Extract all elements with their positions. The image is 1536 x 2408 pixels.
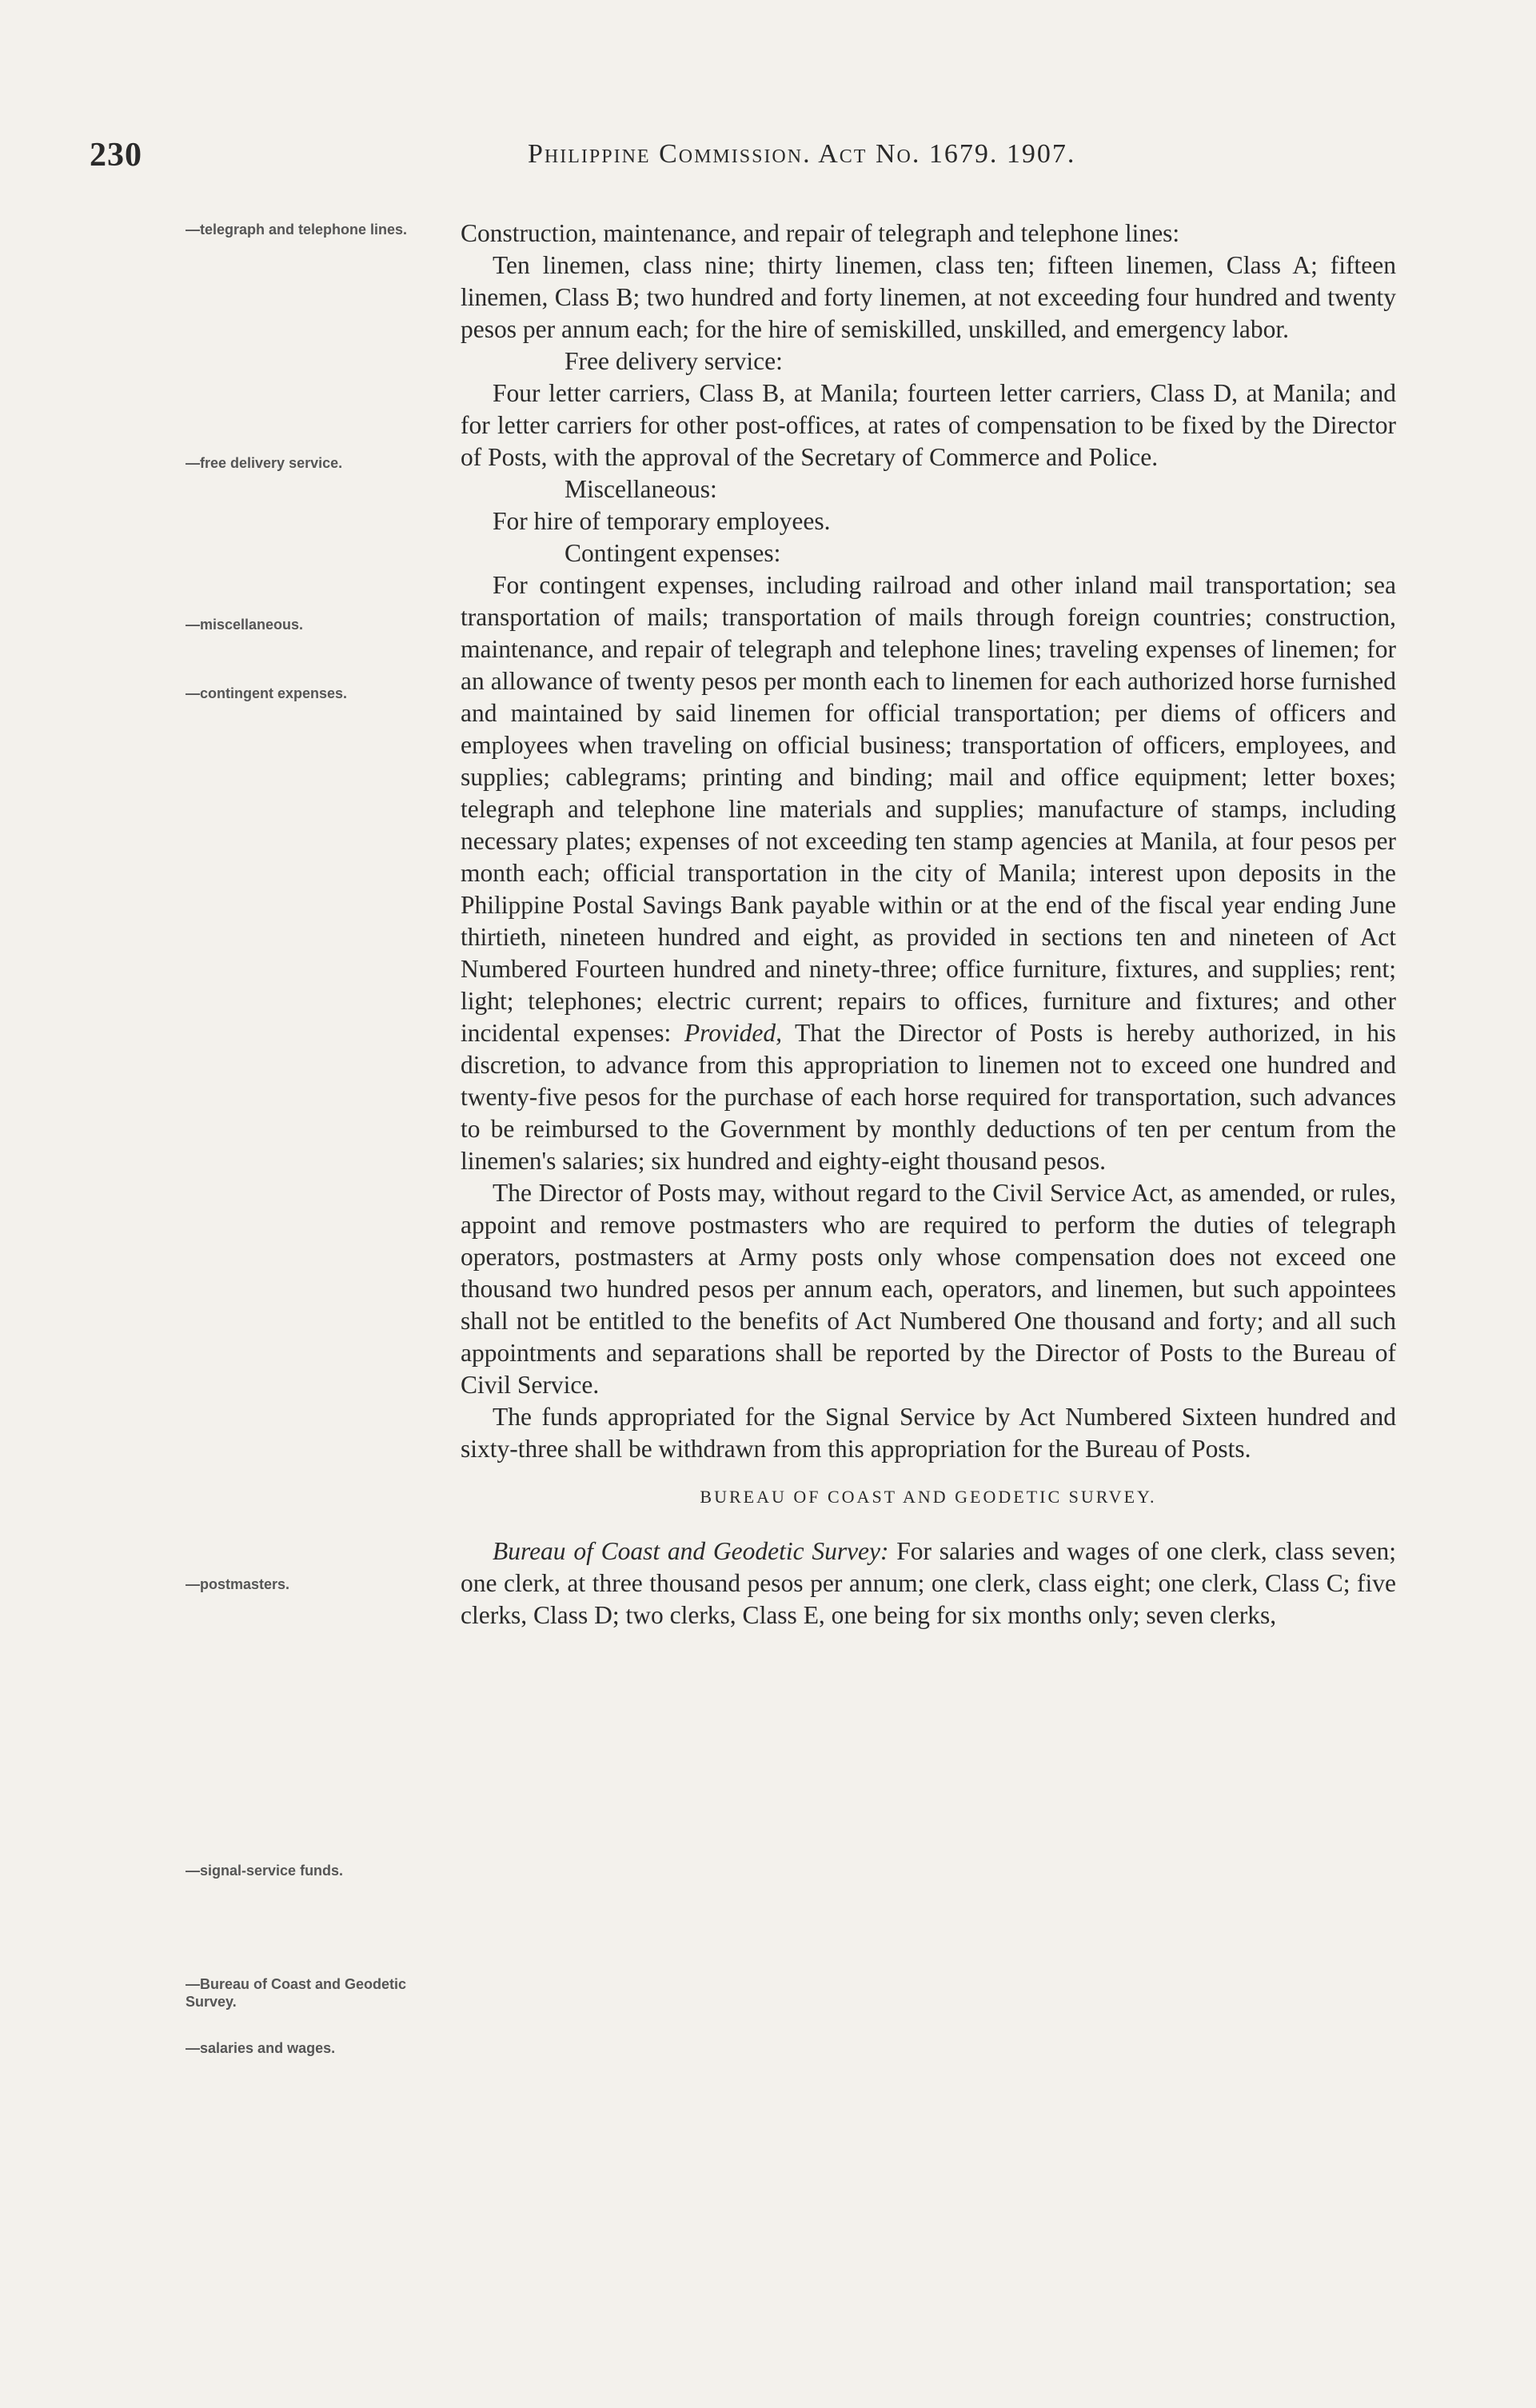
page-number: 230 xyxy=(90,137,142,174)
main-text xyxy=(461,218,1396,1631)
margin-note-miscellaneous: —miscellaneous. xyxy=(186,617,304,633)
margin-note-bureau-coast: —Bureau of Coast and Geodetic Survey. xyxy=(186,1976,407,2010)
signal-service-paragraph: The funds appropriated for the Signal Service by Act Numbered Sixteen hundred and sixty-three shall be withdrawn from this appropriation for the Bureau of Posts. xyxy=(461,1403,1396,1463)
provided-word: Provided, xyxy=(684,1019,783,1047)
contingent-paragraph xyxy=(461,569,1396,1177)
misc-paragraph: For hire of temporary employees. xyxy=(493,507,831,535)
margin-note-contingent: —contingent expenses. xyxy=(186,685,348,701)
postmasters-paragraph: The Director of Posts may, without regard to the Civil Service Act, as amended, or rules, appoint and remove postmasters who are required to perform the duties of telegraph operators, postmasters at Army posts only whose compensation does not exceed one thousand two hundred pesos per annum each, operators, and linemen, but such appointees shall not be entitled to the benefits of Act Numbered One thousand and forty; and all such appointments and separations shall be reported by the Director of Posts to the Bureau of Civil Service. xyxy=(461,1179,1396,1399)
free-delivery-heading: Free delivery service: xyxy=(565,347,783,375)
misc-heading: Miscellaneous: xyxy=(565,475,717,503)
section-caption: BUREAU OF COAST AND GEODETIC SURVEY. xyxy=(700,1487,1157,1507)
contingent-text-a: For contingent expenses, including railroad and other inland mail transportation; sea transportation of mails; transportation of mails through foreign countries; construction, maintenance, and repair of telegraph and telephone lines; traveling expenses of linemen; for an allowance of twenty pesos per month each to linemen for each authorized horse furnished and maintained by said linemen for official transportation; per diems of officers and employees when traveling on official business; transportation of officers, employees, and supplies; cablegrams; printing and binding; mail and office equipment; letter boxes; telegraph and telephone line materials and supplies; manufacture of stamps, including necessary plates; expenses of not exceeding ten stamp agencies at Manila, at four pesos per month each; official transportation in the city of Manila; interest upon deposits in the Philippine Postal Savings Bank payable within or at the end of the fiscal year ending June thirtieth, nineteen hundred and eight, as provided in sections ten and nineteen of Act Numbered Fourteen hundred and ninety-three; office furniture, fixtures, and supplies; rent; light; telephones; electric current; repairs to offices, furniture and fixtures; and other incidental expenses: xyxy=(461,571,1396,1047)
margin-note-free-delivery: —free delivery service. xyxy=(186,455,343,471)
telegraph-heading: Construction, maintenance, and repair of telegraph and telephone lines: xyxy=(461,219,1180,247)
margin-note-telegraph: —telegraph and telephone lines. xyxy=(186,222,408,238)
margin-note-postmasters: —postmasters. xyxy=(186,1576,290,1592)
contingent-text-b: That the Director of Posts is hereby authorized, in his discretion, to advance from this appropriation to linemen not to exceed one hundred and twenty-five pesos for the purchase of each horse required for transportation, such advances to be reimbursed to the Government by monthly deductions of ten per centum from the linemen's salaries; six hundred and eighty-eight thousand pesos. xyxy=(461,1019,1396,1175)
contingent-heading: Contingent expenses: xyxy=(565,539,781,567)
bureau-text: For salaries and wages of one clerk, class seven; one clerk, at three thousand pesos per annum; one clerk, class eight; one clerk, Class C; five clerks, Class D; two clerks, Class E, one being for six months only; seven clerks, xyxy=(461,1537,1396,1629)
bureau-lead: Bureau of Coast and Geodetic Survey: xyxy=(493,1537,889,1565)
margin-note-signal-service: —signal-service funds. xyxy=(186,1863,344,1879)
bureau-paragraph xyxy=(461,1535,1396,1631)
running-title: Philippine Commission. Act No. 1679. 1907. xyxy=(528,139,1076,169)
telegraph-paragraph: Ten linemen, class nine; thirty linemen, class ten; fifteen linemen, Class A; fifteen linemen, Class B; two hundred and forty linemen, at not exceeding four hundred and twenty pesos per annum each; for the hire of semiskilled, unskilled, and emergency labor. xyxy=(461,251,1396,343)
margin-note-salaries: —salaries and wages. xyxy=(186,2040,336,2056)
free-delivery-paragraph: Four letter carriers, Class B, at Manila; fourteen letter carriers, Class D, at Manila; and for letter carriers for other post-offices, at rates of compensation to be fixed by the Director of Posts, with the approval of the Secretary of Commerce and Police. xyxy=(461,379,1396,471)
